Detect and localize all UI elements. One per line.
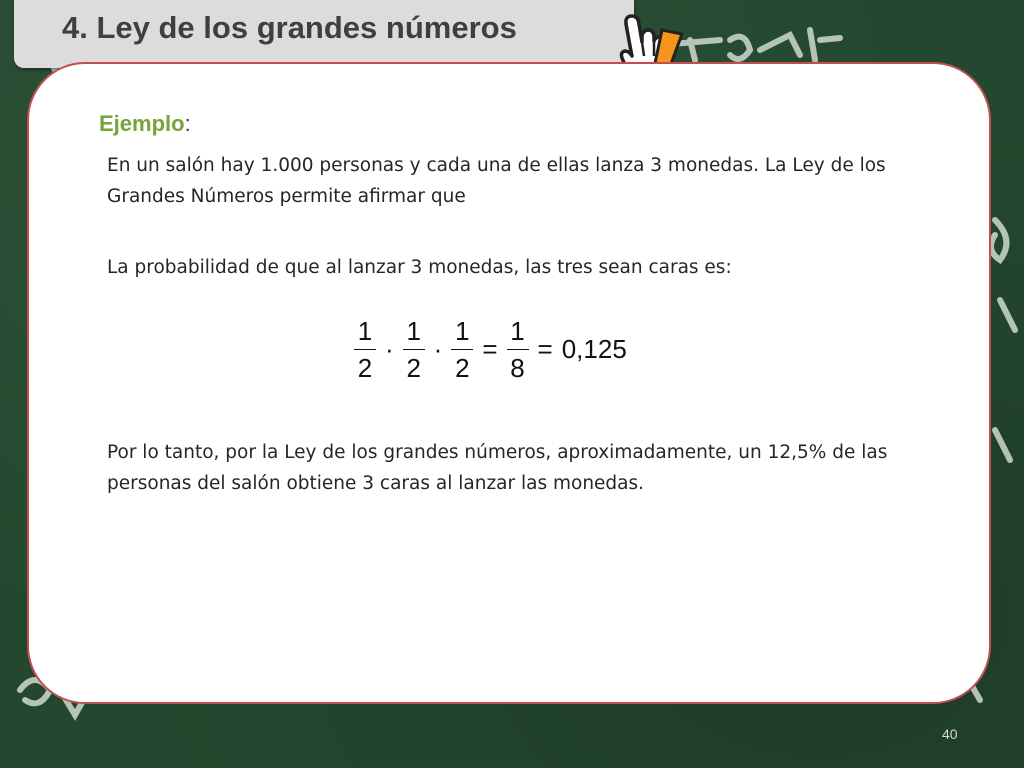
fraction [451,317,473,383]
chalk-mark [810,30,840,60]
chalk-mark [1000,300,1015,330]
probability-paragraph: La probabilidad de que al lanzar 3 monedas, las tres sean caras es: [107,257,732,278]
example-heading [99,111,191,137]
equals-operator: = [482,334,498,364]
chalk-mark [995,430,1010,460]
conclusion-paragraph: Por lo tanto, por la Ley de los grandes números, aproximadamente, un 12,5% de las personas del salón obtiene 3 caras al lanzar las monedas. [107,442,888,494]
fraction [507,317,529,383]
chalk-mark [991,220,1006,260]
fraction-denominator: 8 [510,353,525,384]
intro-paragraph: En un salón hay 1.000 personas y cada una de ellas lanza 3 monedas. La Ley de los Grandes Números permite afirmar que [107,155,886,207]
probability-formula [350,312,627,387]
fraction-numerator: 1 [455,315,470,346]
slide-title: 4. Ley de los grandes números [62,10,517,45]
fraction-numerator: 1 [406,315,421,346]
fraction-denominator: 2 [455,353,470,384]
fraction-bar [451,349,473,351]
chalk-mark [760,35,800,55]
fraction-bar [354,349,376,351]
equals-operator: = [537,334,553,364]
example-heading-colon: : [184,111,191,136]
fraction-denominator: 2 [357,353,373,384]
times-operator: · [385,334,394,364]
times-operator: · [433,334,443,364]
fraction-bar [507,349,529,351]
title-tab [14,0,634,68]
page-number: 40 [942,726,958,742]
fraction [403,317,425,383]
fraction-bar [403,349,425,351]
example-heading-word: Ejemplo [99,111,185,136]
fraction-numerator: 1 [510,315,525,346]
chalk-mark [730,37,750,59]
fraction [354,317,376,383]
fraction-numerator: 1 [357,315,373,346]
fraction-denominator: 2 [406,353,421,384]
formula-result: 0,125 [561,334,627,364]
